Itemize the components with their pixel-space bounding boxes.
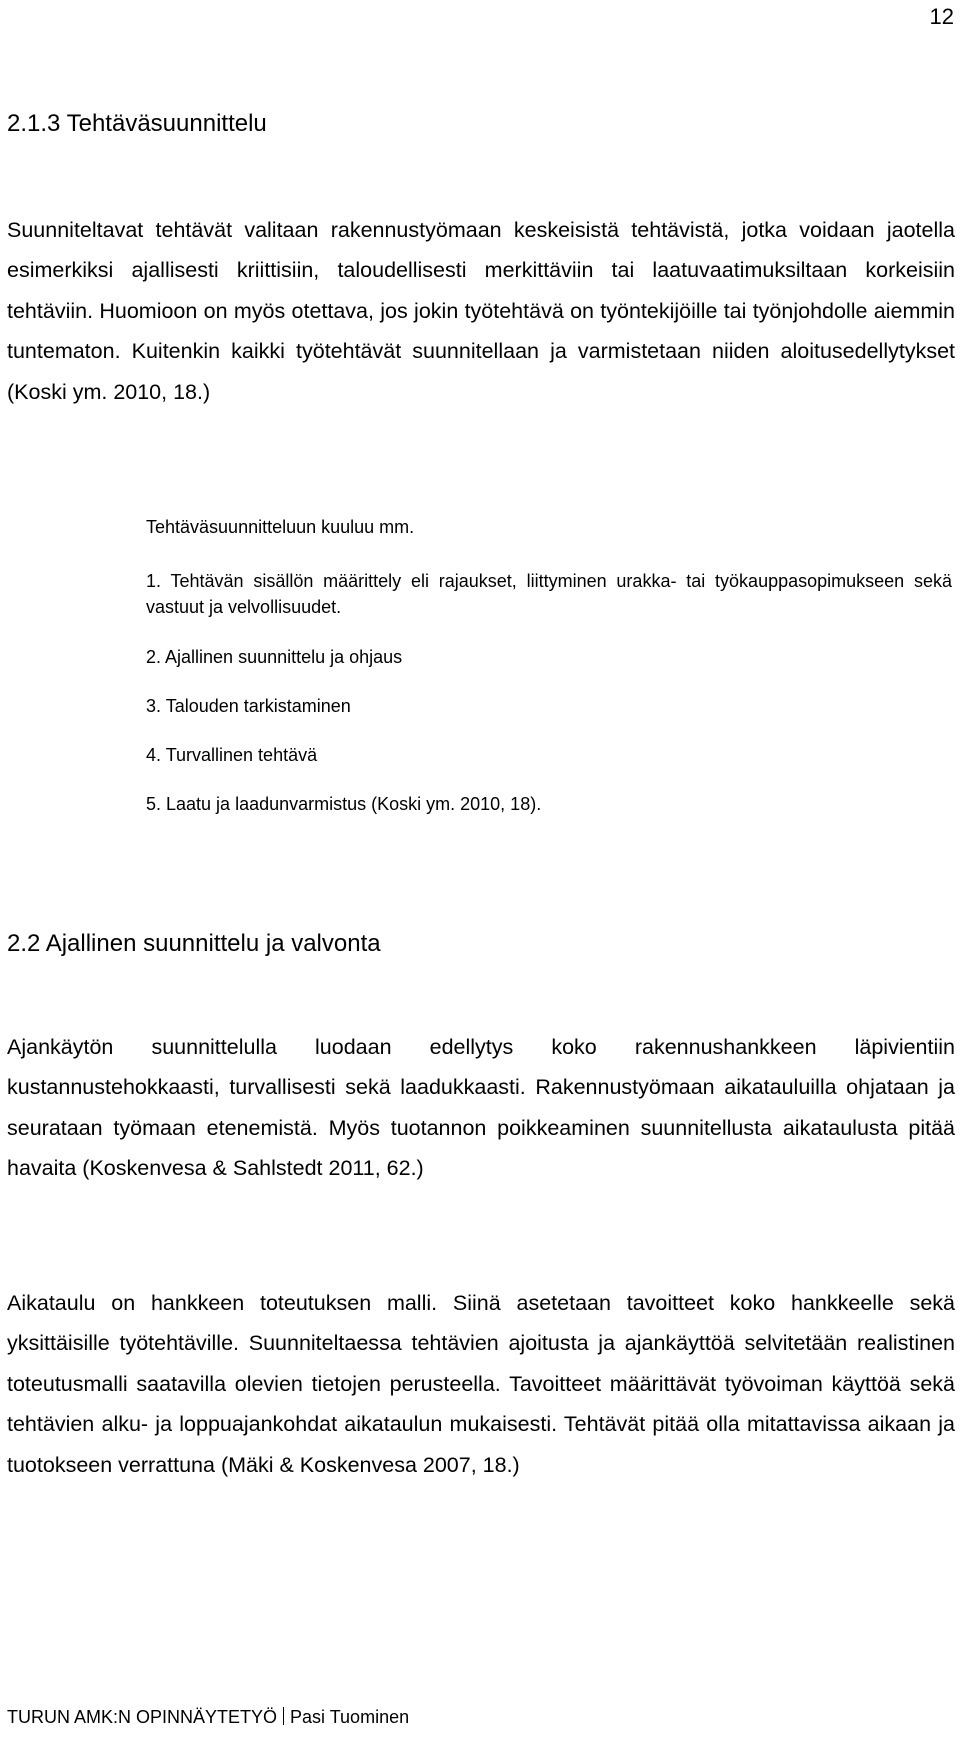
list-item: 5. Laatu ja laadunvarmistus (Koski ym. 2010, 18). bbox=[146, 794, 542, 814]
section-heading-tehtavasuunnittelu: 2.1.3 Tehtäväsuunnittelu bbox=[7, 110, 267, 137]
page-footer bbox=[7, 1707, 409, 1728]
list-item: 1. Tehtävän sisällön määrittely eli rajaukset, liittyminen urakka- tai työkauppasopimukseen sekä vastuut ja velvollisuudet. bbox=[146, 571, 952, 617]
task-planning-list bbox=[146, 568, 952, 842]
paragraph-time-planning: Ajankäytön suunnittelulla luodaan edellytys koko rakennushankkeen läpivientiin kustannustehokkaasti, turvallisesti sekä laadukkaasti. Rakennustyömaan aikatauluilla ohjataan ja seurataan työmaan etenemistä. Myös tuotannon poikkeaminen suunnitellusta aikataulusta pitää havaita (Koskenvesa & Sahlstedt 2011, 62.) bbox=[7, 1035, 955, 1181]
section-heading-ajallinen-suunnittelu: 2.2 Ajallinen suunnittelu ja valvonta bbox=[7, 930, 381, 957]
list-intro: Tehtäväsuunnitteluun kuuluu mm. bbox=[146, 517, 415, 537]
footer-author: Pasi Tuominen bbox=[290, 1707, 410, 1727]
list-item: 4. Turvallinen tehtävä bbox=[146, 745, 318, 765]
footer-institution: TURUN AMK:N OPINNÄYTETYÖ bbox=[7, 1707, 278, 1727]
paragraph-schedule: Aikataulu on hankkeen toteutuksen malli. Siinä asetetaan tavoitteet koko hankkeelle sekä yksittäisille työtehtäville. Suunniteltaessa tehtävien ajoitusta ja ajankäyttöä selvitetään realistinen toteutusmalli saatavilla olevien tietojen perusteella. Tavoitteet määrittävät työvoiman käyttöä sekä tehtävien alku- ja loppuajankohdat aikataulun mukaisesti. Tehtävät pitää olla mitattavissa aikaan ja tuotokseen verrattuna (Mäki & Koskenvesa 2007, 18.) bbox=[7, 1291, 955, 1477]
paragraph-task-planning: Suunniteltavat tehtävät valitaan rakennustyömaan keskeisistä tehtävistä, jotka voidaan jaotella esimerkiksi ajallisesti kriittisiin, taloudellisesti merkittäviin tai laatuvaatimuksiltaan korkeisiin tehtäviin. Huomioon on myös otettava, jos jokin työtehtävä on työntekijöille tai työnjohdolle aiemmin tuntematon. Kuitenkin kaikki työtehtävät suunnitellaan ja varmistetaan niiden aloitusedellytykset (Koski ym. 2010, 18.) bbox=[7, 218, 955, 404]
footer-separator bbox=[283, 1707, 284, 1725]
list-item: 2. Ajallinen suunnittelu ja ohjaus bbox=[146, 647, 403, 667]
page-number: 12 bbox=[929, 4, 954, 29]
list-item: 3. Talouden tarkistaminen bbox=[146, 696, 351, 716]
